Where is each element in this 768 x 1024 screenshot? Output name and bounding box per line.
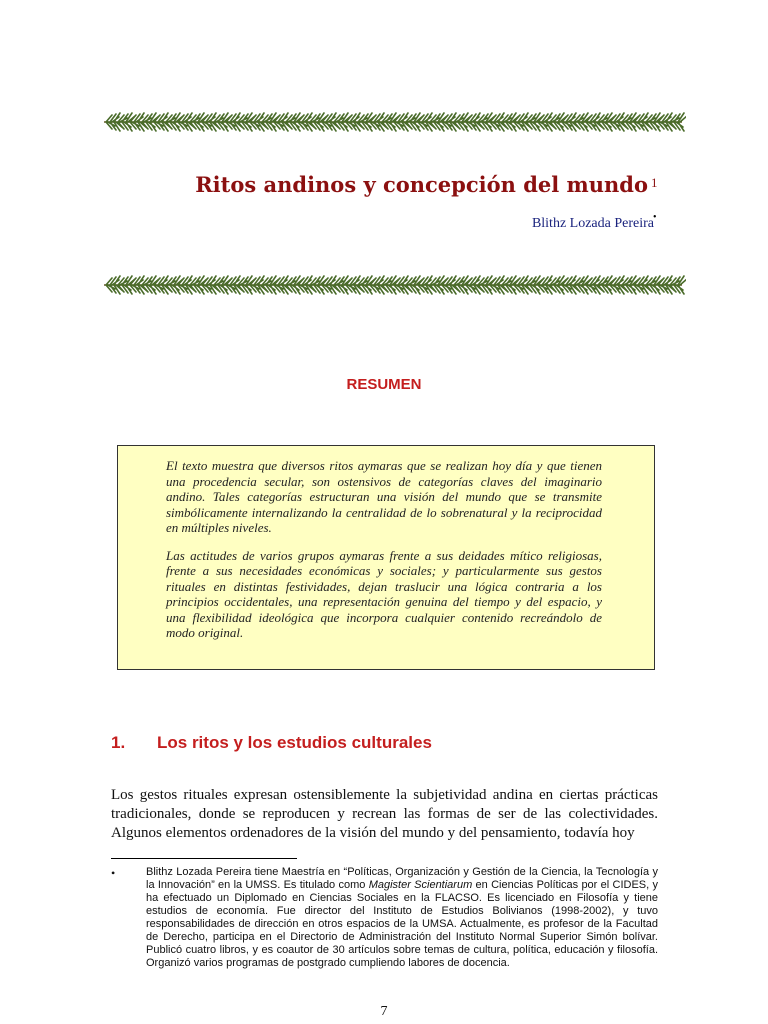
- abstract-box: [117, 445, 655, 670]
- author-footnote-ref[interactable]: •: [653, 212, 657, 223]
- abstract-paragraph-1: El texto muestra que diversos ritos aymaras que se realizan hoy día y que tienen una procedencia secular, son ostensivos de categorías claves del imaginario andino. Tales categorías estructuran una visión del mundo que se transmite simbólicamente internalizando la centralidad de lo sobrenatural y la reciprocidad en múltiples niveles.: [166, 458, 602, 535]
- garland-needle-path: [106, 276, 686, 294]
- title-footnote-ref[interactable]: 1: [651, 175, 658, 190]
- footnote-text-part-2: en Ciencias Políticas por el CIDES, y ha efectuado un Diplomado en Ciencias Sociales en la FLACSO. Es licenciado en Filosofía y tiene estudios de economía. Fue director del Instituto de Estudios Bolivianos (1998-2002), y tuvo responsabilidades de dirección en otros espacios de la UMSA. Actualmente, es profesor de la Facultad de Derecho, participa en el Directorio de Administración del Instituto Normal Superior Simón bolívar. Publicó cuatro libros, y es coautor de 30 artículos sobre temas de cultura, política, educación y filosofía. Organizó varios programas de postgrado cumpliendo labores de docencia.: [146, 879, 658, 969]
- section-number: 1.: [111, 733, 126, 752]
- section-heading: [111, 733, 432, 753]
- garland-needles: [106, 113, 686, 131]
- page-number: 7: [380, 1004, 388, 1019]
- garland-top-ornament: [100, 111, 686, 133]
- article-title: Ritos andinos y concepción del mundo: [195, 172, 648, 197]
- section-title: Los ritos y los estudios culturales: [157, 733, 432, 752]
- body-paragraph: Los gestos rituales expresan ostensiblemente la subjetividad andina en ciertas prácticas tradicionales, donde se reproducen y recrean las formas de ser de las colectividades. Algunos elementos ordenadores de la visión del mundo y del pensamiento, todavía hoy: [111, 787, 658, 841]
- abstract-heading: RESUMEN: [346, 376, 422, 393]
- footnote-text-part-1: Blithz Lozada Pereira tiene Maestría en “Políticas, Organización y Gestión de la Ciencia, la Tecnología y la Innovación” en la UMSS. Es titulado como: [146, 866, 658, 891]
- garland-bottom-ornament: [100, 274, 686, 296]
- footnote-text: [146, 866, 658, 970]
- footnote-emphasis: Magister Scientiarum: [368, 879, 473, 891]
- footnote-marker: •: [111, 866, 116, 880]
- author-name: Blithz Lozada Pereira: [531, 216, 654, 231]
- footnote-separator: [111, 858, 297, 859]
- garland-needles: [106, 276, 686, 294]
- abstract-paragraph-2: Las actitudes de varios grupos aymaras frente a sus deidades mítico religiosas, frente a sus necesidades económicas y sociales; y particularmente sus gestos rituales en distintas festividades, dejan traslucir una lógica contraria a los principios occidentales, una representación genuina del tiempo y del espacio, y una flexibilidad ideológica que incorpora cualquier contenido recreándolo de modo original.: [166, 547, 602, 640]
- garland-needle-path: [106, 113, 686, 131]
